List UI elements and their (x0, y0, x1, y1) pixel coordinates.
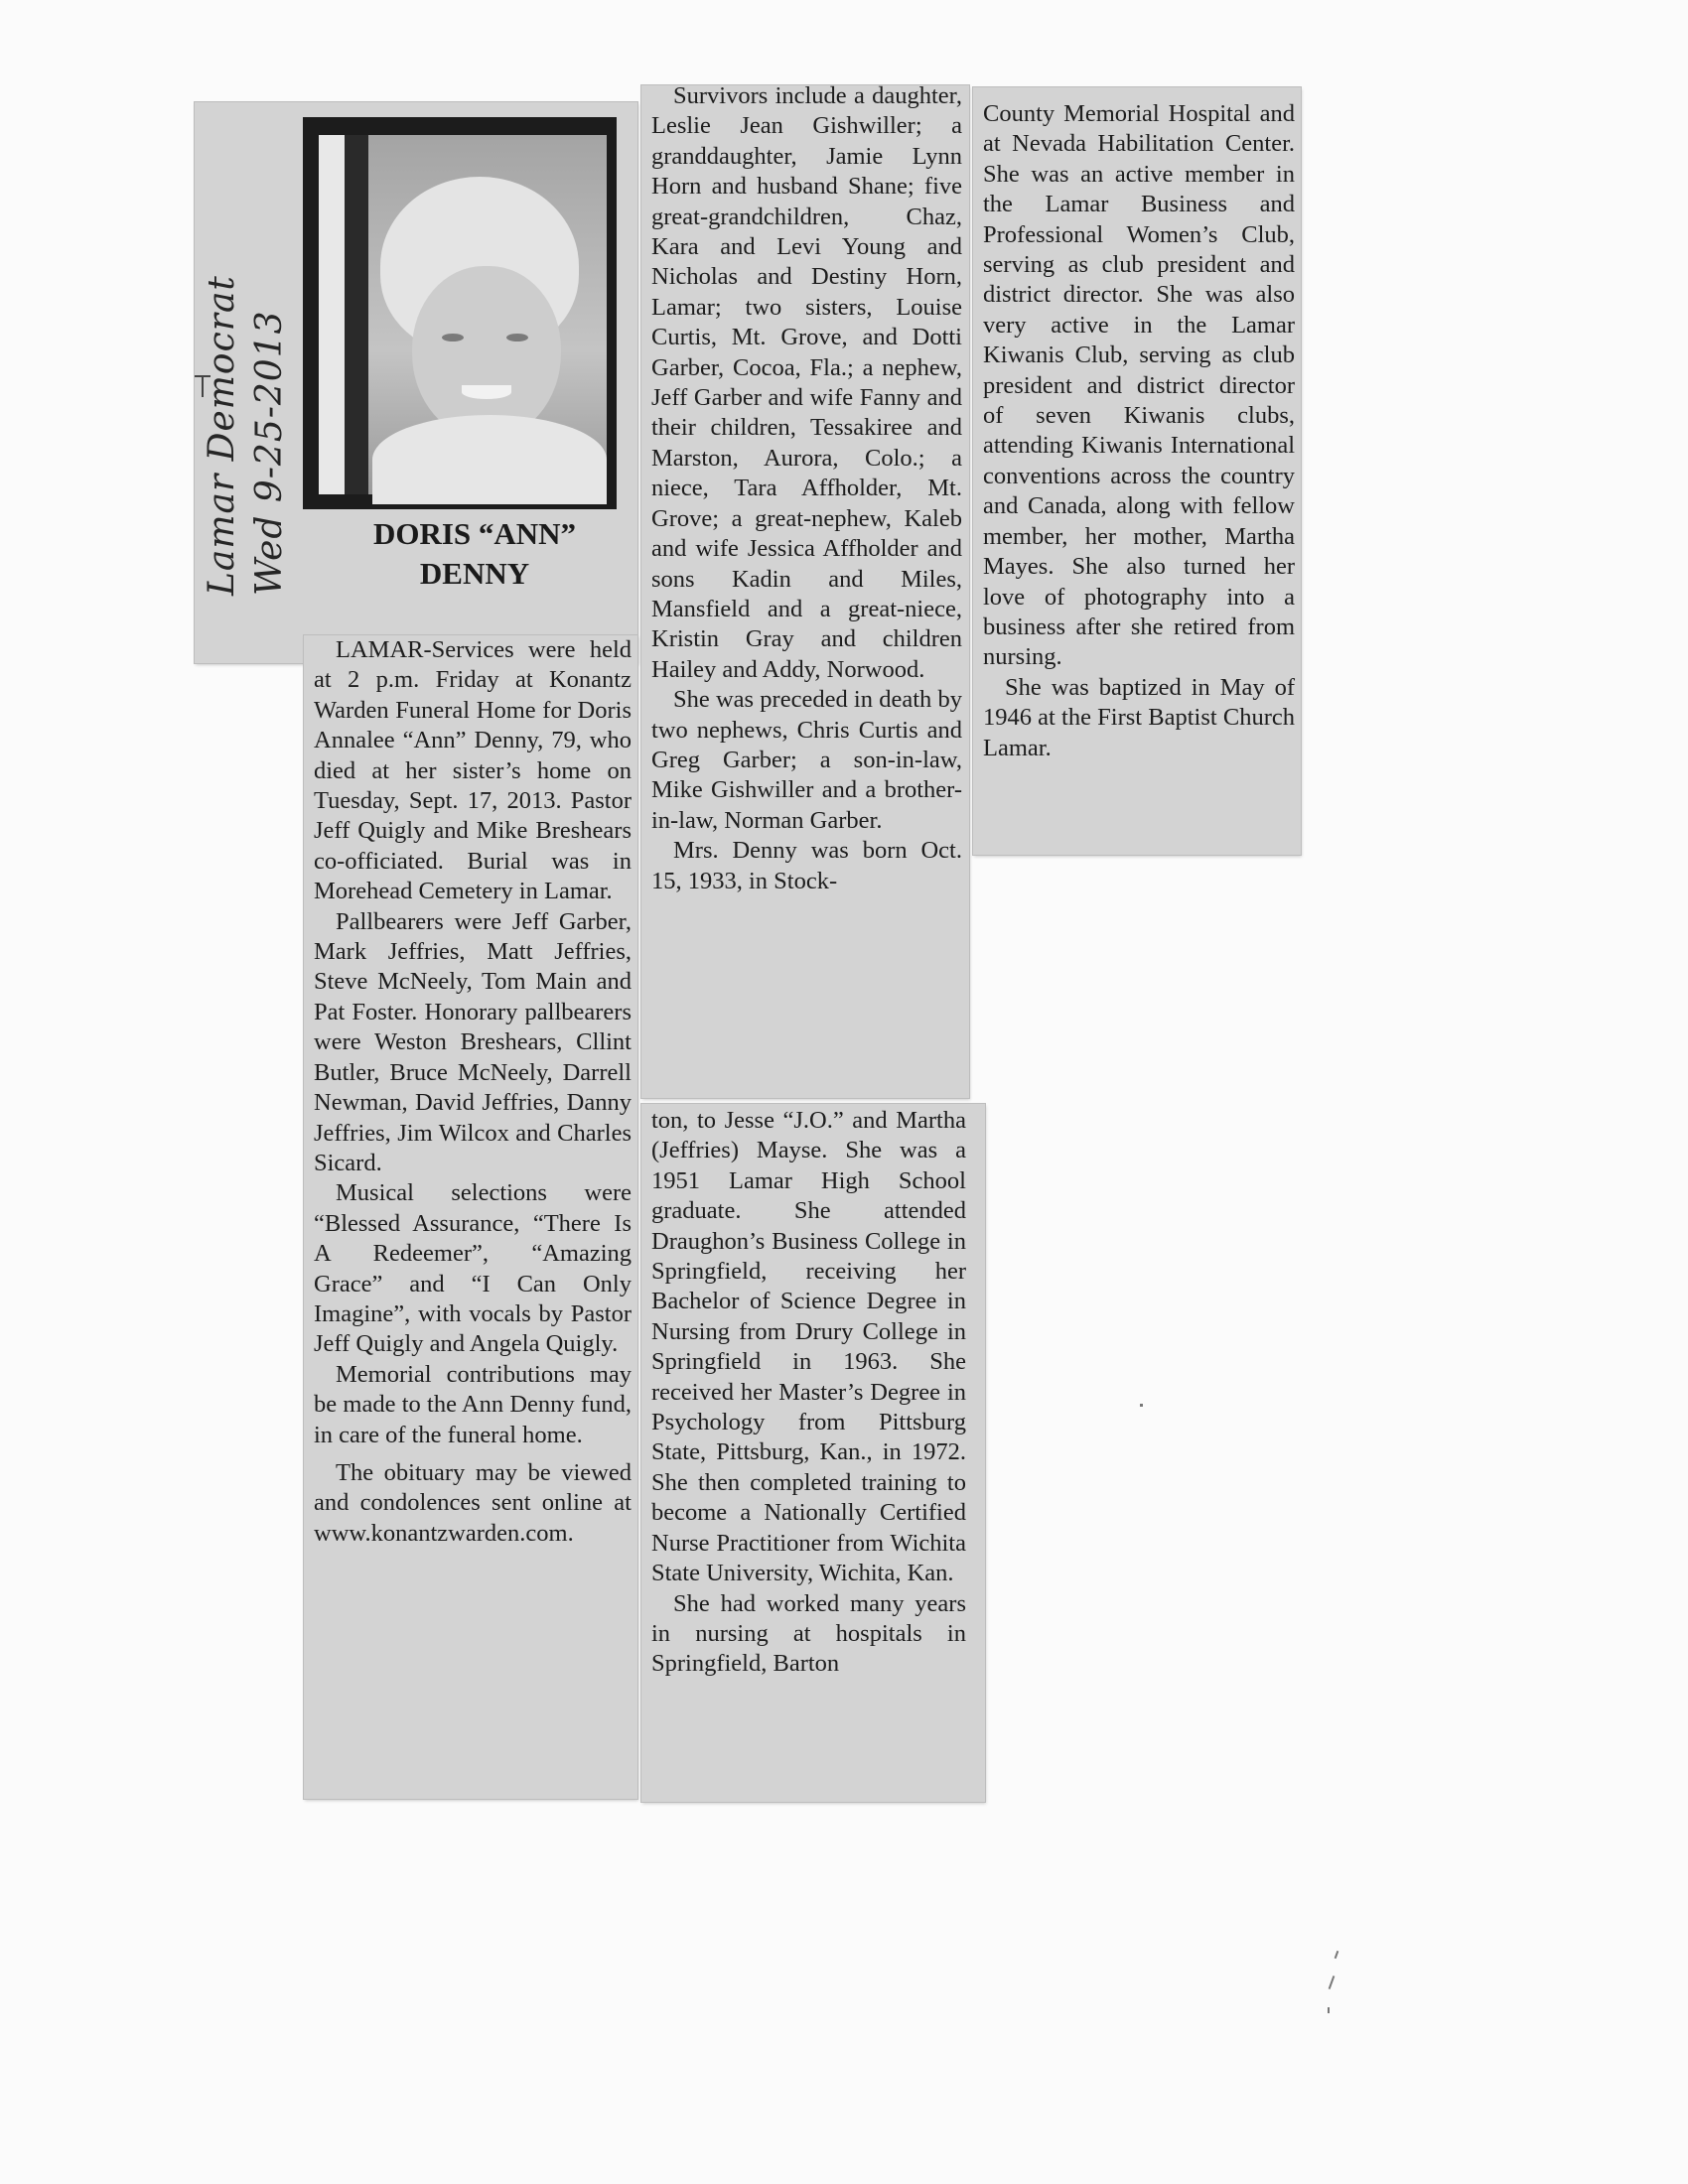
obituary-column-2-bottom (651, 1106, 966, 1680)
headline-line-1: DORIS “ANN” (372, 516, 577, 551)
headline-line-2: DENNY (419, 556, 530, 591)
paragraph-community: County Memorial Hospital and at Nevada Habilitation Center. She was an active member in the Lamar Business and Professional Women’s Club, serving as club president and district director. She was also very active in the Lamar Kiwanis Club, serving as club president and district director of seven Kiwanis clubs, attending Kiwanis International conventions across the country and Canada, along with fellow member, her mother, Martha Mayes. She also turned her love of photography into a business after she retired from nursing. (983, 100, 1295, 671)
paragraph-education: ton, to Jesse “J.O.” and Martha (Jeffries) Mayse. She was a 1951 Lamar High School graduate. She attended Draughon’s Business College in Springfield, receiving her Bachelor of Science Degree in Nursing from Drury College in Springfield in 1963. She received her Master’s Degree in Psychology from Pittsburg State, Pittsburg, Kan., in 1972. She then completed training to become a Nationally Certified Nurse Practitioner from Wichita State University, Wichita, Kan. (651, 1107, 966, 1587)
paragraph-born: Mrs. Denny was born Oct. 15, 1933, in Stock- (651, 837, 962, 894)
paragraph-baptism: She was baptized in May of 1946 at the First Baptist Church Lamar. (983, 673, 1295, 761)
paragraph-preceded: She was preceded in death by two nephews, Chris Curtis and Greg Garber; a son-in-law, Mike Gishwiller and a brother-in-law, Norman Garber. (651, 686, 962, 834)
obituary-column-1 (314, 635, 632, 1549)
photo-door-shadow (345, 135, 368, 494)
handwritten-publication: Lamar Democrat (202, 275, 242, 596)
obituary-photo (303, 117, 617, 509)
obituary-column-3 (983, 99, 1295, 763)
paragraph-online: The obituary may be viewed and condolences sent online at www.konantzwarden.com. (314, 1458, 632, 1547)
scan-speck (1329, 1976, 1336, 1989)
handwritten-source-note (199, 275, 294, 596)
handwritten-date: Wed 9-25-2013 (249, 310, 290, 596)
paragraph-career: She had worked many years in nursing at hospitals in Springfield, Barton (651, 1589, 966, 1678)
photo-eye-left (442, 334, 464, 341)
obituary-column-2-top (651, 81, 962, 896)
scan-speck (1140, 1404, 1143, 1407)
photo-door-frame (319, 135, 345, 494)
scan-speck (1335, 1951, 1339, 1959)
photo-smile (462, 385, 511, 399)
paragraph-music: Musical selections were “Blessed Assurance, “There Is A Redeemer”, “Amazing Grace” and “I Can Only Imagine”, with vocals by Pastor Jeff Quigly and Angela Quigly. (314, 1179, 632, 1358)
paragraph-pallbearers: Pallbearers were Jeff Garber, Mark Jeffries, Matt Jeffries, Steve McNeely, Tom Main and Pat Foster. Honorary pallbearers were Weston Breshears, Cllint Butler, Bruce McNeely, Darrell Newman, David Jeffries, Danny Jeffries, Jim Wilcox and Charles Sicard. (314, 907, 632, 1176)
scan-speck (1328, 2007, 1330, 2013)
paragraph-survivors: Survivors include a daughter, Leslie Jean Gishwiller; a granddaughter, Jamie Lynn Horn and husband Shane; five great-grandchildren, Chaz, Kara and Levi Young and Nicholas and Destiny Horn, Lamar; two sisters, Louise Curtis, Mt. Grove, and Dotti Garber, Cocoa, Fla.; a nephew, Jeff Garber and wife Fanny and their children, Tessakiree and Marston, Aurora, Colo.; a niece, Tara Affholder, Mt. Grove; a great-nephew, Kaleb and wife Jessica Affholder and sons Kadin and Miles, Mansfield and a great-niece, Kristin Gray and children Hailey and Addy, Norwood. (651, 82, 962, 683)
photo-shoulders (372, 415, 607, 504)
paragraph-memorial: Memorial contributions may be made to the Ann Denny fund, in care of the funeral home. (314, 1360, 632, 1448)
photo-eye-right (506, 334, 528, 341)
photo-face (412, 266, 561, 440)
paragraph-services: LAMAR-Services were held at 2 p.m. Friday at Konantz Warden Funeral Home for Doris Annalee “Ann” Denny, 79, who died at her sister’s home on Tuesday, Sept. 17, 2013. Pastor Jeff Quigly and Mike Breshears co-officiated. Burial was in Morehead Cemetery in Lamar. (314, 636, 632, 905)
obituary-headline (338, 514, 612, 594)
